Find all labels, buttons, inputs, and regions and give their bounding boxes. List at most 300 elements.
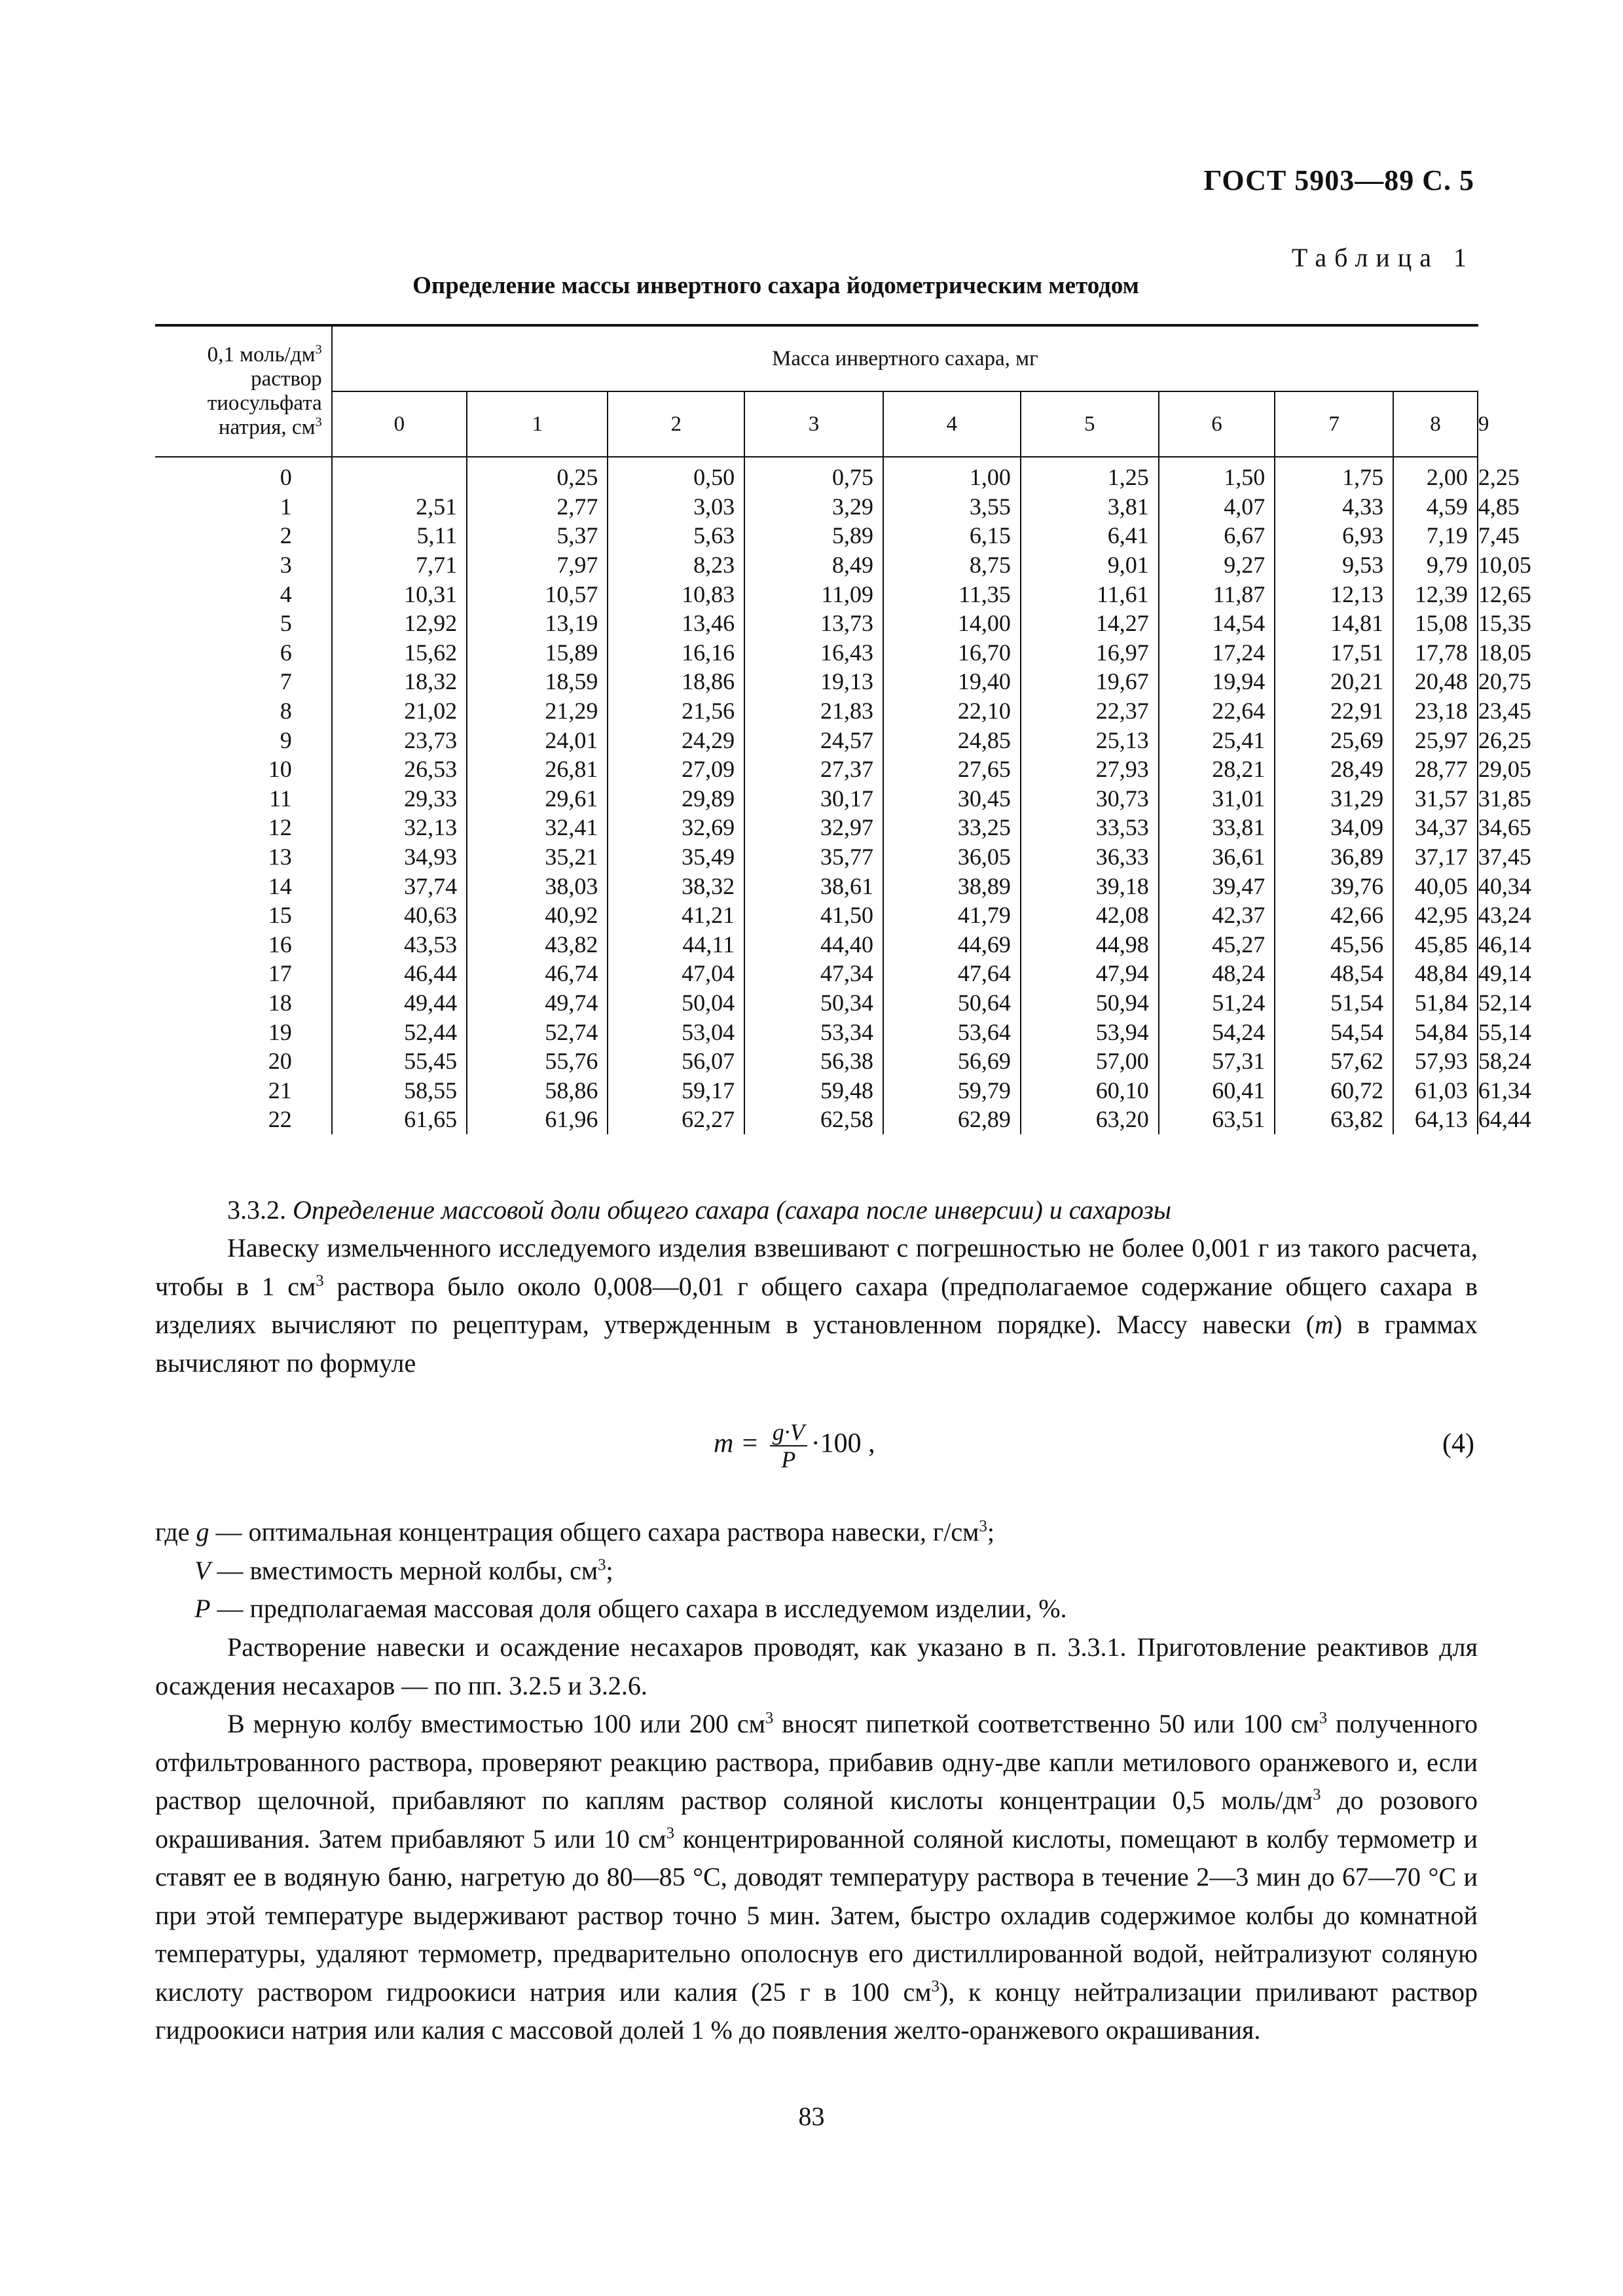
table-cell: 53,34	[744, 1017, 883, 1047]
table-cell: 15,89	[467, 638, 608, 668]
table-cell: 9,53	[1275, 550, 1393, 580]
table-cell: 2,77	[467, 492, 608, 522]
page-number: 83	[798, 2102, 825, 2131]
table-cell: 24,01	[467, 725, 608, 755]
table-cell: 47,34	[744, 959, 883, 988]
table-row	[155, 1047, 1478, 1076]
row-label: 4	[280, 581, 292, 607]
table-cell: 50,34	[744, 988, 883, 1018]
superscript: 3	[931, 1977, 939, 1996]
table-row	[155, 784, 1478, 814]
table-cell: 4,33	[1275, 492, 1393, 522]
table-cell: 11,61	[1021, 579, 1159, 609]
text-run: ), к концу нейтрализации приливают раствор гидроокиси натрия или калия с массовой долей 1 % до появления желто-оранжевого окрашивания.	[155, 1977, 1478, 2045]
table-cell: 60,10	[1021, 1075, 1159, 1105]
row-label: 7	[280, 668, 292, 695]
table-cell: 59,79	[883, 1075, 1021, 1105]
table-cell: 9,79	[1393, 550, 1478, 580]
table-cell: 42,66	[1275, 901, 1393, 930]
formula-legend	[155, 1513, 1478, 1628]
column-header-digit: 4	[883, 391, 1021, 457]
table-cell: 34,09	[1275, 813, 1393, 842]
table-cell: 39,47	[1159, 871, 1275, 901]
table-cell: 38,61	[744, 871, 883, 901]
column-header-digit: 6	[1159, 391, 1275, 457]
table-cell: 14,00	[883, 609, 1021, 638]
row-header-line: раствор	[251, 367, 322, 391]
paragraph-sample-weighing	[155, 1229, 1478, 1382]
table-cell: 43,53	[332, 930, 467, 960]
table-cell: 28,77	[1393, 755, 1478, 784]
table-cell: 12,13	[1275, 579, 1393, 609]
table-cell: 8,23	[608, 550, 744, 580]
table-cell: 47,64	[883, 959, 1021, 988]
table-cell: 3,03	[608, 492, 744, 522]
text-run: до розового окрашивания. Затем прибавляют 5 или 10 см	[155, 1785, 1478, 1854]
table-cell: 38,32	[608, 871, 744, 901]
table-cell: 32,41	[467, 813, 608, 842]
row-label: 6	[280, 639, 292, 666]
table-cell: 37,17	[1393, 842, 1478, 872]
formula-numerator: g·V	[770, 1419, 807, 1446]
superscript: 3	[316, 1272, 324, 1290]
table-cell: 64,13	[1393, 1105, 1478, 1134]
table-cell: 0,50	[608, 457, 744, 492]
row-label: 15	[268, 902, 292, 929]
column-group-title: Масса инвертного сахара, мг	[332, 325, 1478, 391]
table-cell: 19,67	[1021, 667, 1159, 696]
text-run: где	[155, 1517, 196, 1547]
table-row	[155, 871, 1478, 901]
table-cell: 61,96	[467, 1105, 608, 1134]
table-cell: 44,69	[883, 930, 1021, 960]
table-cell: 5,37	[467, 521, 608, 550]
column-header-digit: 3	[744, 391, 883, 457]
table-cell: 4,07	[1159, 492, 1275, 522]
table-cell: 49,44	[332, 988, 467, 1018]
table-cell: 48,24	[1159, 959, 1275, 988]
table-cell: 28,21	[1159, 755, 1275, 784]
table-cell: 48,84	[1393, 959, 1478, 988]
table-cell: 1,00	[883, 457, 1021, 492]
table-row	[155, 755, 1478, 784]
table-cell: 25,69	[1275, 725, 1393, 755]
legend-g	[155, 1513, 1478, 1552]
table-cell: 19,94	[1159, 667, 1275, 696]
row-label: 22	[268, 1106, 292, 1133]
table-cell: 25,13	[1021, 725, 1159, 755]
table-cell: 11,35	[883, 579, 1021, 609]
paragraph-inversion-procedure	[155, 1705, 1478, 2050]
table-cell: 23,73	[332, 725, 467, 755]
column-header-digit: 8	[1393, 391, 1478, 457]
table-cell: 22,37	[1021, 696, 1159, 726]
table-cell: 50,64	[883, 988, 1021, 1018]
symbol-p: P	[194, 1594, 211, 1623]
table-cell: 13,46	[608, 609, 744, 638]
table-cell: 40,05	[1393, 871, 1478, 901]
table-cell: 33,81	[1159, 813, 1275, 842]
text-run: Навеску измельченного исследуемого изделия взвешивают с погрешностью не более 0,001 г из такого расчета, чтобы в 1 см	[155, 1233, 1478, 1301]
table-cell: 26,81	[467, 755, 608, 784]
table-cell: 38,89	[883, 871, 1021, 901]
column-header-digit: 1	[467, 391, 608, 457]
table-cell: 36,89	[1275, 842, 1393, 872]
table-row	[155, 842, 1478, 872]
row-label: 13	[268, 844, 292, 870]
table-cell: 21,02	[332, 696, 467, 726]
table-cell: 37,74	[332, 871, 467, 901]
row-label: 11	[269, 785, 292, 812]
row-label: 10	[268, 756, 292, 783]
table-cell: 9,27	[1159, 550, 1275, 580]
symbol-m: m	[1314, 1310, 1334, 1339]
text-run: ;	[606, 1555, 613, 1585]
row-label: 18	[268, 989, 292, 1016]
table-row	[155, 1017, 1478, 1047]
row-label: 20	[268, 1048, 292, 1075]
formula-rest: ·100 ,	[811, 1428, 875, 1459]
table-row	[155, 725, 1478, 755]
legend-v	[155, 1552, 1478, 1590]
formula	[714, 1419, 875, 1473]
table-cell: 56,69	[883, 1047, 1021, 1076]
table-cell: 16,70	[883, 638, 1021, 668]
table-cell: 61,03	[1393, 1075, 1478, 1105]
table-cell: 45,27	[1159, 930, 1275, 960]
table-cell: 6,93	[1275, 521, 1393, 550]
table-cell: 7,19	[1393, 521, 1478, 550]
text-run: концентрированной соляной кислоты, помещают в колбу термометр и ставят ее в водяную баню, нагретую до 80—85 °С, доводят температуру раствора в течение 2—3 мин до 67—70 °С и при этой температуре выдерживают раствор точно 5 мин. Затем, быстро охладив содержимое колбы до комнатной температуры, удаляют термометр, предварительно ополоснув его дистиллированной водой, нейтрализуют соляную кислоту раствором гидроокиси натрия или калия (25 г в 100 см	[155, 1823, 1478, 2007]
text-run: вносят пипеткой соответственно 50 или 100 см	[773, 1709, 1319, 1738]
text-run: В мерную колбу вместимостью 100 или 200 см	[227, 1709, 765, 1738]
table-cell: 17,24	[1159, 638, 1275, 668]
table-cell: 32,13	[332, 813, 467, 842]
row-header-line: 0,1 моль/дм	[207, 343, 316, 367]
text-run: — оптимальная концентрация общего сахара раствора навески, г/см	[209, 1517, 979, 1547]
table-cell: 55,45	[332, 1047, 467, 1076]
table-cell: 30,45	[883, 784, 1021, 814]
table-cell: 53,04	[608, 1017, 744, 1047]
row-label: 1	[280, 493, 292, 520]
table-row	[155, 521, 1478, 550]
table-cell: 24,85	[883, 725, 1021, 755]
table-cell: 18,32	[332, 667, 467, 696]
superscript: 3	[1313, 1785, 1321, 1804]
table-row	[155, 696, 1478, 726]
table-cell: 33,25	[883, 813, 1021, 842]
table-cell: 46,74	[467, 959, 608, 988]
table-cell: 29,61	[467, 784, 608, 814]
table-cell: 42,08	[1021, 901, 1159, 930]
table-cell: 17,78	[1393, 638, 1478, 668]
formula-lhs: m =	[714, 1428, 759, 1459]
table-label: Таблица 1	[1291, 243, 1474, 272]
superscript: 3	[315, 342, 322, 357]
table-cell: 5,11	[332, 521, 467, 550]
table-cell: 0,75	[744, 457, 883, 492]
table-cell: 13,19	[467, 609, 608, 638]
table-cell: 59,48	[744, 1075, 883, 1105]
superscript: 3	[315, 414, 322, 429]
table-row	[155, 550, 1478, 580]
table-cell: 53,94	[1021, 1017, 1159, 1047]
table-cell: 46,44	[332, 959, 467, 988]
table-cell: 16,16	[608, 638, 744, 668]
row-label: 2	[280, 522, 292, 549]
row-label: 5	[280, 610, 292, 637]
row-label: 17	[268, 960, 292, 987]
table-cell: 29,89	[608, 784, 744, 814]
table-cell: 63,20	[1021, 1105, 1159, 1134]
table-cell: 63,82	[1275, 1105, 1393, 1134]
table-cell: 61,65	[332, 1105, 467, 1134]
table-cell: 47,94	[1021, 959, 1159, 988]
row-header-line: тиосульфата	[207, 391, 322, 415]
text-run: — вместимость мерной колбы, см	[210, 1555, 598, 1585]
table-cell: 41,21	[608, 901, 744, 930]
table-cell: 7,71	[332, 550, 467, 580]
table-cell: 33,53	[1021, 813, 1159, 842]
row-label: 21	[268, 1077, 292, 1103]
table-cell: 5,89	[744, 521, 883, 550]
table-cell: 36,61	[1159, 842, 1275, 872]
section-heading	[155, 1191, 1478, 1230]
row-label: 3	[280, 552, 292, 579]
table-cell: 11,09	[744, 579, 883, 609]
table-cell: 39,76	[1275, 871, 1393, 901]
table-cell: 25,97	[1393, 725, 1478, 755]
formula-fraction	[770, 1419, 807, 1473]
table-cell: 25,41	[1159, 725, 1275, 755]
row-label: 14	[268, 872, 292, 899]
table-cell	[332, 457, 467, 492]
column-digits-row	[155, 391, 1478, 457]
column-header-digit: 7	[1275, 391, 1393, 457]
equation-number: (4)	[1442, 1429, 1474, 1459]
table-cell: 42,95	[1393, 901, 1478, 930]
table-cell: 21,56	[608, 696, 744, 726]
table-cell: 1,50	[1159, 457, 1275, 492]
table-cell: 10,31	[332, 579, 467, 609]
superscript: 3	[666, 1824, 675, 1842]
superscript: 3	[598, 1556, 606, 1574]
table-cell: 31,29	[1275, 784, 1393, 814]
table-cell: 14,81	[1275, 609, 1393, 638]
table-cell: 6,15	[883, 521, 1021, 550]
table-cell: 2,00	[1393, 457, 1478, 492]
table-cell: 30,17	[744, 784, 883, 814]
table-cell: 0,25	[467, 457, 608, 492]
table-cell: 56,07	[608, 1047, 744, 1076]
table-cell: 10,57	[467, 579, 608, 609]
table-cell: 27,93	[1021, 755, 1159, 784]
table-cell: 54,54	[1275, 1017, 1393, 1047]
table-cell: 6,41	[1021, 521, 1159, 550]
text-run: ;	[987, 1517, 994, 1547]
legend-p	[155, 1590, 1478, 1628]
table-cell: 18,86	[608, 667, 744, 696]
table-cell: 50,94	[1021, 988, 1159, 1018]
table-cell: 36,05	[883, 842, 1021, 872]
table-row	[155, 667, 1478, 696]
table-cell: 32,69	[608, 813, 744, 842]
table-row	[155, 959, 1478, 988]
column-header-digit: 2	[608, 391, 744, 457]
column-header-digit: 5	[1021, 391, 1159, 457]
table-cell: 43,82	[467, 930, 608, 960]
table-cell: 35,77	[744, 842, 883, 872]
table-cell: 14,54	[1159, 609, 1275, 638]
superscript: 3	[979, 1517, 987, 1535]
table-cell: 19,13	[744, 667, 883, 696]
row-label: 9	[280, 726, 292, 753]
table-cell: 62,27	[608, 1105, 744, 1134]
row-header-line: натрия, см	[218, 415, 316, 439]
table-cell: 50,04	[608, 988, 744, 1018]
table-cell: 23,18	[1393, 696, 1478, 726]
table-cell: 19,40	[883, 667, 1021, 696]
table-cell: 48,54	[1275, 959, 1393, 988]
table-cell: 3,29	[744, 492, 883, 522]
superscript: 3	[765, 1709, 774, 1727]
table-cell: 1,75	[1275, 457, 1393, 492]
formula-denominator: P	[781, 1446, 796, 1473]
table-cell: 12,39	[1393, 579, 1478, 609]
text-run: раствора было около 0,008—0,01 г общего сахара (предполагаемое содержание общего сахара в изделиях вычисляют по рецептурам, утвержденным в установленном порядке). Массу навески (	[155, 1271, 1478, 1339]
table-cell: 52,74	[467, 1017, 608, 1047]
table-cell: 51,54	[1275, 988, 1393, 1018]
table-cell: 41,79	[883, 901, 1021, 930]
table-title: Определение массы инвертного сахара йодометрическим методом	[412, 272, 1139, 299]
sugar-mass-table	[155, 324, 1531, 1134]
table-row	[155, 579, 1478, 609]
text-run: — предполагаемая массовая доля общего сахара в исследуемом изделии, %.	[210, 1594, 1067, 1623]
row-label: 19	[268, 1018, 292, 1045]
table-cell: 27,37	[744, 755, 883, 784]
table-cell: 35,49	[608, 842, 744, 872]
table-cell: 27,65	[883, 755, 1021, 784]
page-header: ГОСТ 5903—89 С. 5	[1203, 164, 1474, 196]
table-cell: 2,51	[332, 492, 467, 522]
table-row	[155, 457, 1478, 492]
table-cell: 52,44	[332, 1017, 467, 1047]
table-cell: 22,91	[1275, 696, 1393, 726]
table-cell: 27,09	[608, 755, 744, 784]
table-cell: 44,40	[744, 930, 883, 960]
table-cell: 5,63	[608, 521, 744, 550]
table-cell: 53,64	[883, 1017, 1021, 1047]
table-cell: 15,62	[332, 638, 467, 668]
table-cell: 57,62	[1275, 1047, 1393, 1076]
table-cell: 63,51	[1159, 1105, 1275, 1134]
table-cell: 58,55	[332, 1075, 467, 1105]
table-cell: 32,97	[744, 813, 883, 842]
table-cell: 8,75	[883, 550, 1021, 580]
table-cell: 62,58	[744, 1105, 883, 1134]
table-cell: 16,97	[1021, 638, 1159, 668]
table-cell: 31,01	[1159, 784, 1275, 814]
table-cell: 34,37	[1393, 813, 1478, 842]
table-cell: 60,41	[1159, 1075, 1275, 1105]
table-row	[155, 901, 1478, 930]
table-cell: 11,87	[1159, 579, 1275, 609]
table-row	[155, 609, 1478, 638]
table-cell: 44,11	[608, 930, 744, 960]
table-cell: 18,59	[467, 667, 608, 696]
superscript: 3	[1319, 1709, 1328, 1727]
table-cell: 9,01	[1021, 550, 1159, 580]
table-cell: 59,17	[608, 1075, 744, 1105]
paragraph-dissolution: Растворение навески и осаждение несахаров проводят, как указано в п. 3.3.1. Приготовление реактивов для осаждения несахаров — по пп. 3.2.5 и 3.2.6.	[155, 1632, 1478, 1700]
symbol-v: V	[194, 1555, 211, 1585]
table-row	[155, 1105, 1478, 1134]
row-label: 8	[280, 698, 292, 725]
table-body	[155, 457, 1531, 1134]
table-cell: 20,48	[1393, 667, 1478, 696]
table-cell: 28,49	[1275, 755, 1393, 784]
table-cell: 13,73	[744, 609, 883, 638]
table-cell: 16,43	[744, 638, 883, 668]
table-cell: 1,25	[1021, 457, 1159, 492]
table-cell: 12,92	[332, 609, 467, 638]
table-cell: 3,81	[1021, 492, 1159, 522]
table-cell: 24,29	[608, 725, 744, 755]
table-cell: 35,21	[467, 842, 608, 872]
section-number: 3.3.2.	[227, 1195, 286, 1225]
table-cell: 51,84	[1393, 988, 1478, 1018]
table-cell: 39,18	[1021, 871, 1159, 901]
table-cell: 41,50	[744, 901, 883, 930]
symbol-g: g	[196, 1517, 210, 1547]
section-title: Определение массовой доли общего сахара (сахара после инверсии) и сахарозы	[293, 1195, 1171, 1225]
column-header-digit: 0	[332, 391, 467, 457]
table-row	[155, 813, 1478, 842]
row-label: 12	[268, 814, 292, 841]
table-cell: 54,24	[1159, 1017, 1275, 1047]
table-cell: 40,63	[332, 901, 467, 930]
table-cell: 58,86	[467, 1075, 608, 1105]
table-cell: 40,92	[467, 901, 608, 930]
table-cell: 15,08	[1393, 609, 1478, 638]
text-run: ) в граммах вычисляют по формуле	[155, 1310, 1478, 1378]
table-cell: 54,84	[1393, 1017, 1478, 1047]
table-row	[155, 988, 1478, 1018]
table-cell: 10,83	[608, 579, 744, 609]
table-cell: 14,27	[1021, 609, 1159, 638]
table-cell: 29,33	[332, 784, 467, 814]
table-cell: 42,37	[1159, 901, 1275, 930]
table-cell: 57,93	[1393, 1047, 1478, 1076]
table-row	[155, 638, 1478, 668]
table-cell: 20,21	[1275, 667, 1393, 696]
table-cell: 49,74	[467, 988, 608, 1018]
table-cell: 36,33	[1021, 842, 1159, 872]
row-label: 0	[280, 464, 292, 491]
table-cell: 21,83	[744, 696, 883, 726]
table-cell: 26,53	[332, 755, 467, 784]
table-cell: 57,31	[1159, 1047, 1275, 1076]
table-cell: 56,38	[744, 1047, 883, 1076]
table-cell: 30,73	[1021, 784, 1159, 814]
table-cell: 34,93	[332, 842, 467, 872]
table-cell: 7,97	[467, 550, 608, 580]
table-cell: 51,24	[1159, 988, 1275, 1018]
table-cell: 4,59	[1393, 492, 1478, 522]
table-cell: 31,57	[1393, 784, 1478, 814]
table-cell: 38,03	[467, 871, 608, 901]
table-cell: 22,10	[883, 696, 1021, 726]
